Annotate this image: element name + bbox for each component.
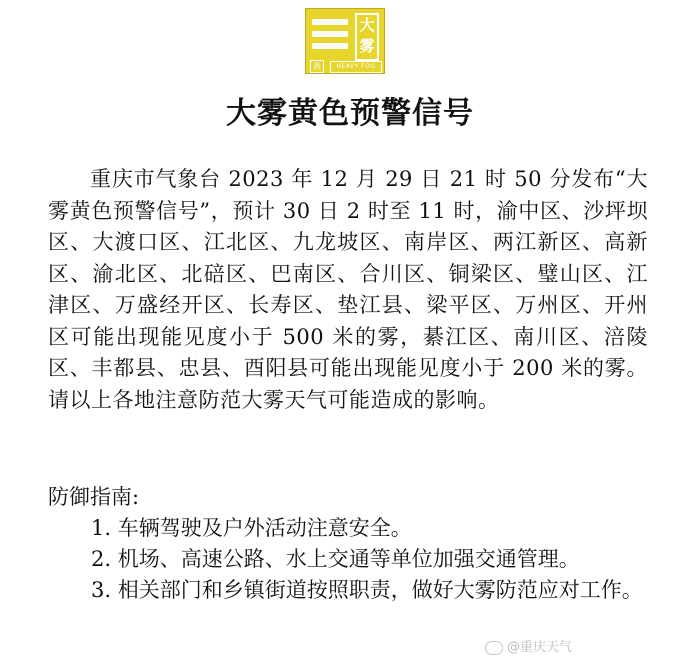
guide-item: 1. 车辆驾驶及户外活动注意安全。 [91,516,412,540]
guide-item: 2. 机场、高速公路、水上交通等单位加强交通管理。 [91,547,580,571]
warning-badge-icon [305,8,385,74]
badge-char-top: 大 [359,16,375,34]
weibo-icon [485,641,503,655]
watermark [485,636,572,655]
warning-body: 重庆市气象台 2023 年 12 月 29 日 21 时 50 分发布“大雾黄色预警信号”，预计 30 日 2 时至 11 时，渝中区、沙坪坝区、大渡口区、江北区、九龙坡区、南岸区、两江新区、高新区、渝北区、北碚区、巴南区、合川区、铜梁区、璧山区、江津区、万盛经开区、长寿区、垫江县、梁平区、万州区、开州区可能出现能见度小于 500 米的雾，綦江区、南川区、涪陵区、丰都县、忠县、酉阳县可能出现能见度小于 200 米的雾。请以上各地注意防范大雾天气可能造成的影响。 [48,167,648,412]
guide-title: 防御指南: [48,485,140,509]
watermark-text: @重庆天气 [507,640,573,655]
guide-item: 3. 相关部门和乡镇街道按照职责，做好大雾防范应对工作。 [91,578,643,602]
badge-english-label: HEAVY FOG [330,61,382,73]
badge-char-box [355,13,379,61]
badge-char-bottom: 雾 [359,37,375,55]
page-title: 大雾黄色预警信号 [226,96,474,131]
fog-bars-icon [312,19,348,55]
badge-small-char: 黄 [310,60,324,73]
guide-list [48,513,654,606]
